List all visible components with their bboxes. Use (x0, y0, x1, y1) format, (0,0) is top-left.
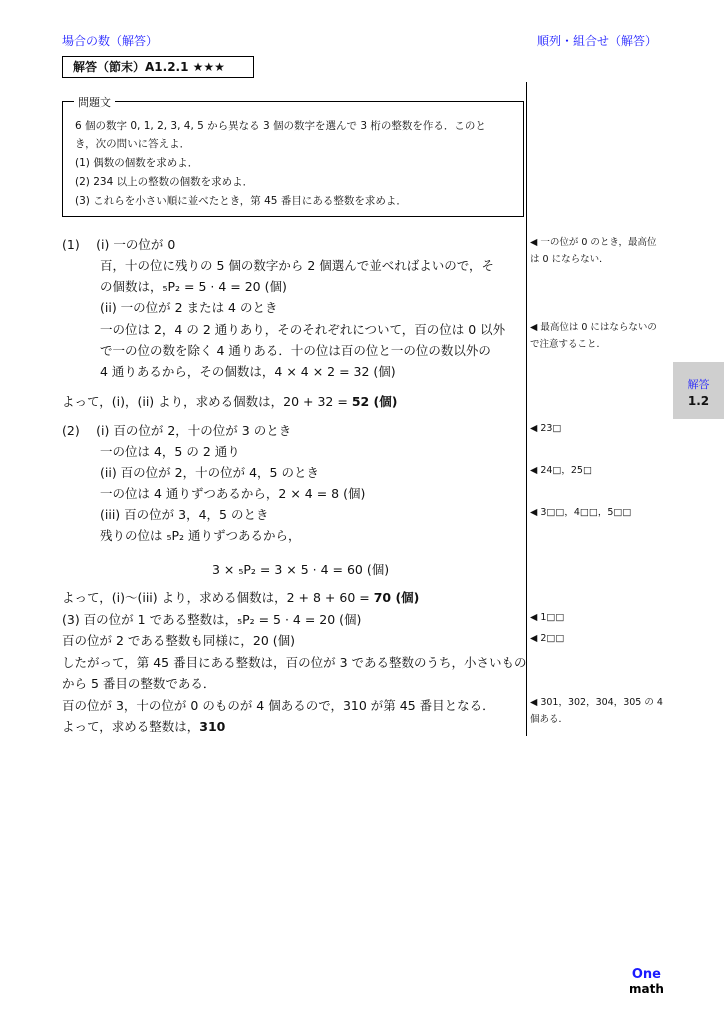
solution-line: (1) (i) 一の位が 0 (62, 237, 176, 252)
logo-line-1: One (631, 967, 661, 982)
solution-line: 残りの位は ₅P₂ 通りずつあるから， (100, 528, 301, 543)
margin-note (530, 694, 663, 728)
answer-value: 310 (199, 719, 226, 734)
solution-text: よって，(i)〜(iii) より，求める個数は，2 + 8 + 60 = (62, 590, 374, 605)
solution-line: で一の位の数を除く 4 通りある．十の位は百の位と一の位の数以外の (100, 343, 491, 358)
problem-line: き，次の問いに答えよ． (75, 138, 191, 150)
solution-line: (iii) 百の位が 3，4，5 のとき (100, 507, 269, 522)
problem-line: 6 個の数字 0, 1, 2, 3, 4, 5 から異なる 3 個の数字を選んで 3 桁の整数を作る．このと (75, 120, 486, 132)
problem-line: (3) これらを小さい順に並べたとき，第 45 番目にある整数を求めよ． (75, 195, 407, 207)
margin-note: ◀ 1□□ (530, 612, 565, 623)
note-line: 個ある． (530, 714, 569, 725)
margin-divider (526, 82, 527, 736)
note-line: で注意すること． (530, 339, 607, 350)
solution-line: 一の位は 4 通りずつあるから，2 × 4 = 8 (個) (100, 486, 366, 501)
answer-value: 70 (個) (373, 590, 420, 605)
solution-line: 百の位が 3，十の位が 0 のものが 4 個あるので，310 が第 45 番目となる． (62, 698, 495, 713)
note-line: は 0 にならない． (530, 254, 609, 265)
solution-equation: 3 × ₅P₂ = 3 × 5 · 4 = 60 (個) (212, 562, 390, 577)
solution-text: よって，求める整数は， (62, 719, 200, 734)
solution-line: 百の位が 2 である整数も同様に，20 (個) (62, 633, 296, 648)
solution-line: 一の位は 4，5 の 2 通り (100, 444, 240, 459)
answer-value: 52 (個) (351, 394, 398, 409)
side-tab-number: 1.2 (687, 394, 710, 408)
solution-answer-2 (62, 588, 419, 606)
margin-note (530, 234, 657, 268)
logo-line-2: math (629, 982, 664, 996)
solution-line: の個数は，₅P₂ = 5 · 4 = 20 (個) (100, 279, 287, 294)
solution-line: 一の位は 2，4 の 2 通りあり，そのそれぞれについて，百の位は 0 以外 (100, 322, 506, 337)
note-line: ◀ 最高位は 0 にはならないの (530, 322, 657, 333)
solution-line: から 5 番目の整数である． (62, 676, 216, 691)
note-line: ◀ 一の位が 0 のとき，最高位 (530, 237, 657, 248)
solution-line: 百，十の位に残りの 5 個の数字から 2 個選んで並べればよいので，そ (100, 258, 495, 273)
margin-note: ◀ 3□□，4□□，5□□ (530, 507, 632, 518)
section-title: 解答（節末）A1.2.1 ★★★ (62, 56, 254, 78)
chapter-side-tab (673, 362, 724, 419)
problem-line: (1) 偶数の個数を求めよ． (75, 157, 199, 169)
header-left: 場合の数（解答） (62, 34, 159, 48)
margin-note: ◀ 24□，25□ (530, 465, 592, 476)
problem-legend: 問題文 (74, 94, 115, 110)
margin-note (530, 319, 657, 353)
side-tab-label: 解答 (687, 378, 710, 391)
solution-line: 4 通りあるから，その個数は，4 × 4 × 2 = 32 (個) (100, 364, 396, 379)
solution-answer-3 (62, 717, 225, 735)
solution-text: よって，(i)，(ii) より，求める個数は，20 + 32 = (62, 394, 352, 409)
problem-line: (2) 234 以上の整数の個数を求めよ． (75, 176, 254, 188)
header-right: 順列・組合せ（解答） (537, 34, 658, 48)
solution-line: したがって，第 45 番目にある整数は，百の位が 3 である整数のうち，小さいもの (62, 655, 527, 670)
note-line: ◀ 301，302，304，305 の 4 (530, 697, 663, 708)
solution-line: (2) (i) 百の位が 2，十の位が 3 のとき (62, 423, 292, 438)
onemath-logo (629, 968, 664, 996)
solution-line: (ii) 百の位が 2，十の位が 4，5 のとき (100, 465, 319, 480)
solution-line: (3) 百の位が 1 である整数は，₅P₂ = 5 · 4 = 20 (個) (62, 612, 362, 627)
margin-note: ◀ 2□□ (530, 633, 565, 644)
solution-answer-1 (62, 392, 398, 410)
solution-line: (ii) 一の位が 2 または 4 のとき (100, 300, 278, 315)
margin-note: ◀ 23□ (530, 423, 562, 434)
